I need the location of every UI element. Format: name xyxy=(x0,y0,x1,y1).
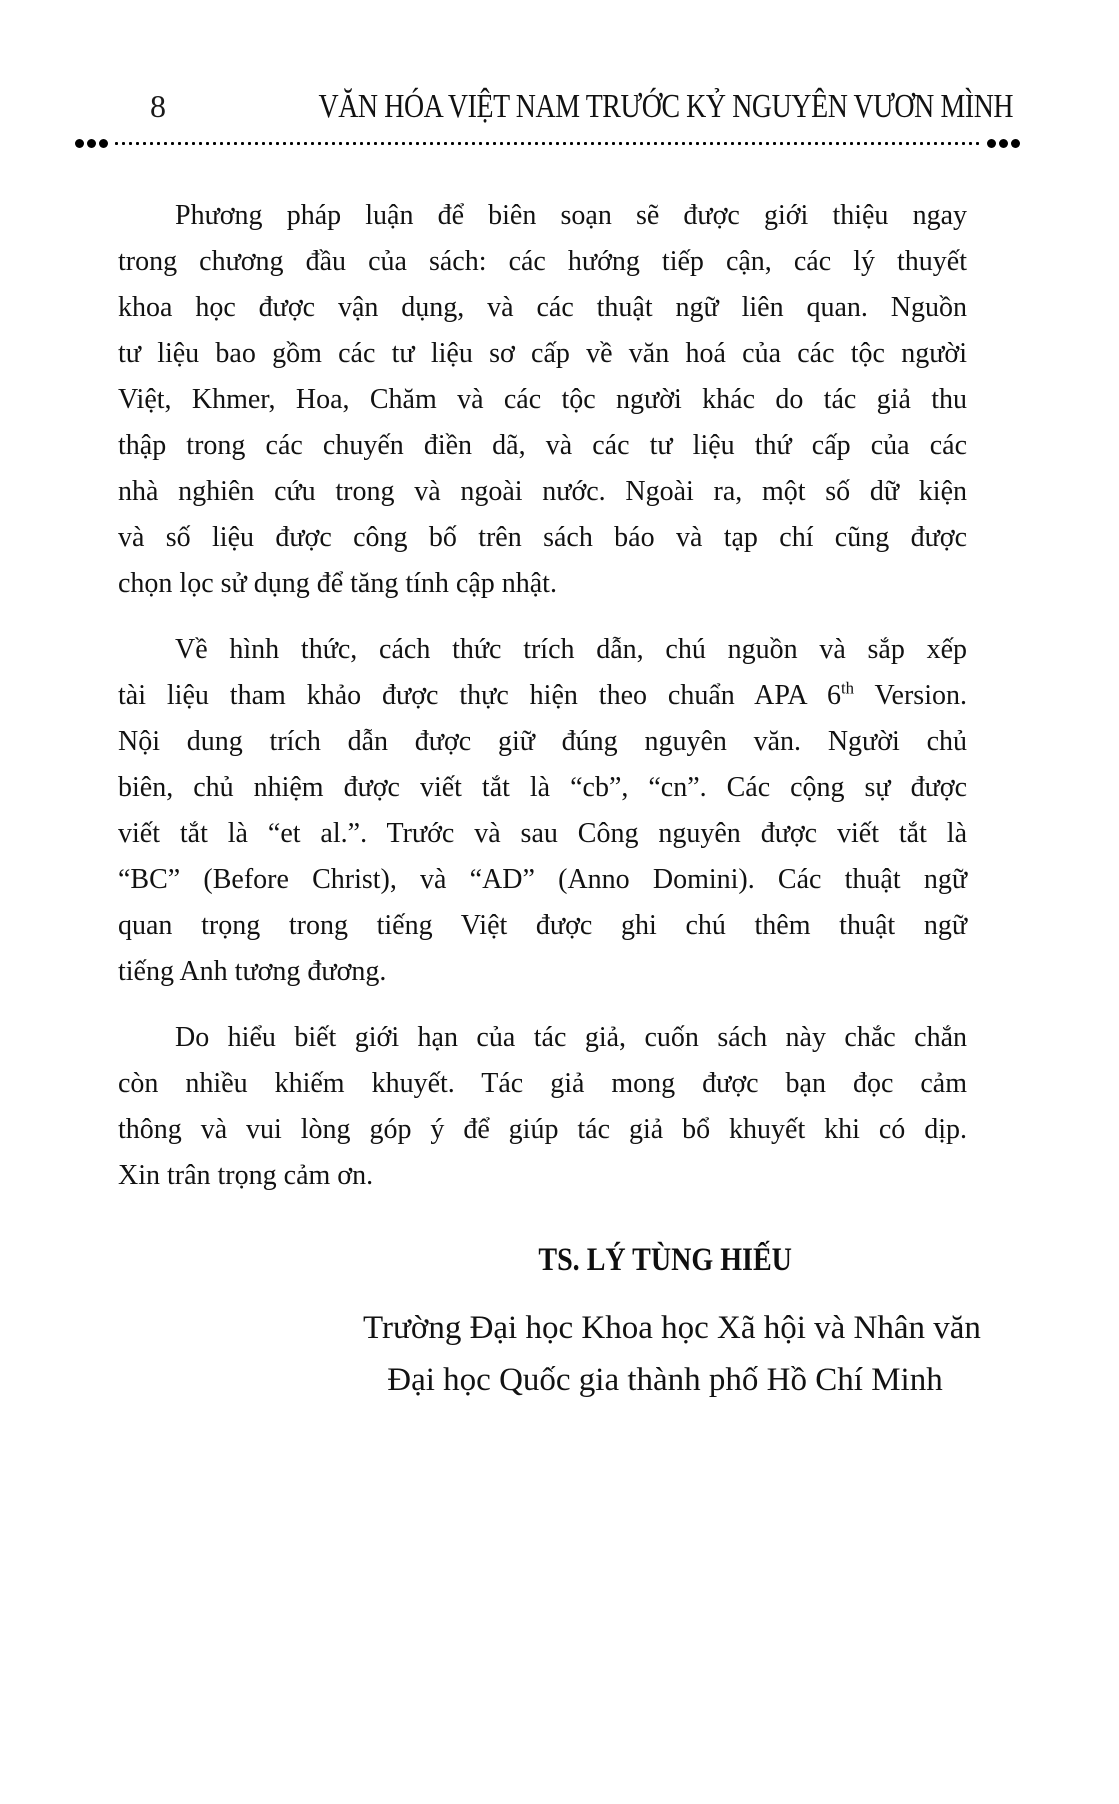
text-line: quan trọng trong tiếng Việt được ghi chú thêm thuật ngữ xyxy=(118,910,967,941)
text-line: thông và vui lòng góp ý để giúp tác giả bổ khuyết khi có dịp. xyxy=(118,1114,967,1145)
body-paragraphs xyxy=(118,193,967,1199)
text-line: khoa học được vận dụng, và các thuật ngữ liên quan. Nguồn xyxy=(118,292,967,323)
text-line: Do hiểu biết giới hạn của tác giả, cuốn sách này chắc chắn xyxy=(175,1022,967,1053)
signature-block xyxy=(118,1240,981,1406)
paragraph xyxy=(118,193,967,607)
text-line: Việt, Khmer, Hoa, Chăm và các tộc người khác do tác giả thu xyxy=(118,384,967,415)
text-line: “BC” (Before Christ), và “AD” (Anno Domini). Các thuật ngữ xyxy=(118,864,967,895)
separator-left-dots-icon xyxy=(75,139,108,148)
text-line: biên, chủ nhiệm được viết tắt là “cb”, “cn”. Các cộng sự được xyxy=(118,772,967,803)
page-number: 8 xyxy=(150,88,166,124)
text-line: viết tắt là “et al.”. Trước và sau Công nguyên được viết tắt là xyxy=(118,818,967,849)
dotted-separator xyxy=(75,138,1020,148)
text-line: tài liệu tham khảo được thực hiện theo chuẩn APA 6th Version. xyxy=(118,678,967,711)
text-line: Về hình thức, cách thức trích dẫn, chú nguồn và sắp xếp xyxy=(175,634,967,665)
running-header xyxy=(150,88,1014,126)
author-name: TS. LÝ TÙNG HIẾU xyxy=(538,1242,792,1278)
text-line: và số liệu được công bố trên sách báo và tạp chí cũng được xyxy=(118,522,967,553)
separator-right-dots-icon xyxy=(987,139,1020,148)
text-line: trong chương đầu của sách: các hướng tiếp cận, các lý thuyết xyxy=(118,246,967,277)
paragraph xyxy=(118,1015,967,1199)
text-line: Nội dung trích dẫn được giữ đúng nguyên văn. Người chủ xyxy=(118,726,967,757)
running-header-title: VĂN HÓA VIỆT NAM TRƯỚC KỶ NGUYÊN VƯƠN MÌNH xyxy=(318,88,1014,125)
author-name-row xyxy=(363,1240,967,1302)
author-affiliations xyxy=(363,1302,981,1406)
text-line: tiếng Anh tương đương. xyxy=(118,956,387,987)
text-line: Xin trân trọng cảm ơn. xyxy=(118,1160,374,1191)
text-line: còn nhiều khiếm khuyết. Tác giả mong được bạn đọc cảm xyxy=(118,1068,967,1099)
text-line: tư liệu bao gồm các tư liệu sơ cấp về văn hoá của các tộc người xyxy=(118,338,967,369)
separator-dotted-line xyxy=(113,139,982,148)
text-line: chọn lọc sử dụng để tăng tính cập nhật. xyxy=(118,568,557,599)
text-line: Phương pháp luận để biên soạn sẽ được giới thiệu ngay xyxy=(175,200,967,231)
author-affiliation-line: Trường Đại học Khoa học Xã hội và Nhân văn xyxy=(363,1310,981,1346)
text-line: thập trong các chuyến điền dã, và các tư liệu thứ cấp của các xyxy=(118,430,967,461)
author-affiliation-line: Đại học Quốc gia thành phố Hồ Chí Minh xyxy=(387,1362,943,1398)
paragraph xyxy=(118,627,967,995)
text-line: nhà nghiên cứu trong và ngoài nước. Ngoài ra, một số dữ kiện xyxy=(118,476,967,507)
